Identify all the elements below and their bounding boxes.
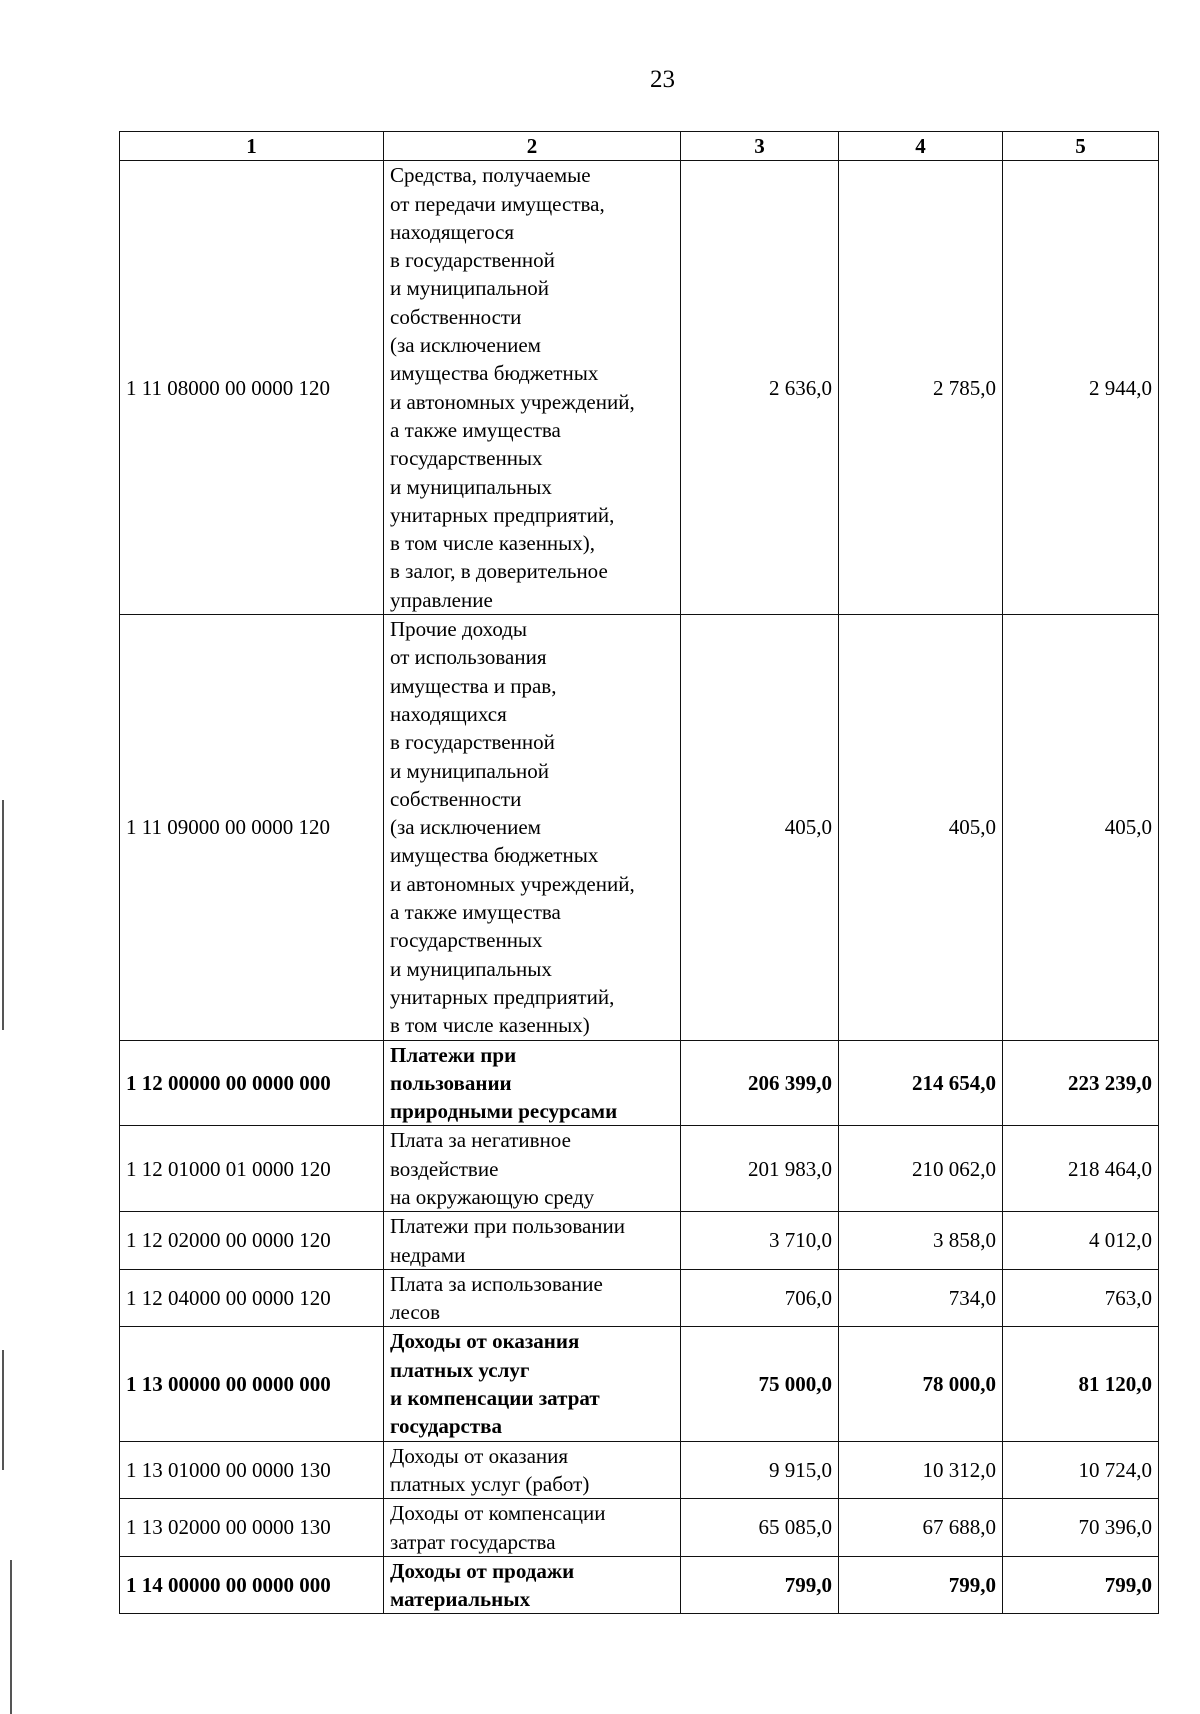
value-col-3: 75 000,0 bbox=[681, 1327, 839, 1441]
revenue-name: Доходы от оказания платных услуг (работ) bbox=[384, 1441, 681, 1499]
scan-edge-line bbox=[10, 1560, 12, 1714]
budget-code: 1 12 02000 00 0000 120 bbox=[120, 1212, 384, 1270]
budget-code: 1 12 01000 01 0000 120 bbox=[120, 1126, 384, 1212]
value-col-4: 3 858,0 bbox=[839, 1212, 1003, 1270]
column-header: 5 bbox=[1003, 132, 1159, 161]
column-header: 3 bbox=[681, 132, 839, 161]
budget-code: 1 11 09000 00 0000 120 bbox=[120, 615, 384, 1040]
budget-code: 1 13 02000 00 0000 130 bbox=[120, 1499, 384, 1557]
value-col-4: 799,0 bbox=[839, 1556, 1003, 1614]
table-row bbox=[120, 1040, 1159, 1126]
value-col-4: 210 062,0 bbox=[839, 1126, 1003, 1212]
table-row bbox=[120, 1556, 1159, 1614]
revenue-name: Прочие доходы от использования имущества и прав, находящихся в государственной и муниципальной собственности (за исключением имущества бюджетных и автономных учреждений, а также имущества государственных и муниципальных унитарных предприятий, в том числе казенных) bbox=[384, 615, 681, 1040]
budget-code: 1 14 00000 00 0000 000 bbox=[120, 1556, 384, 1614]
value-col-4: 2 785,0 bbox=[839, 161, 1003, 615]
value-col-5: 218 464,0 bbox=[1003, 1126, 1159, 1212]
table-row bbox=[120, 1269, 1159, 1327]
table-row bbox=[120, 161, 1159, 615]
value-col-5: 4 012,0 bbox=[1003, 1212, 1159, 1270]
table-row bbox=[120, 615, 1159, 1040]
table-row bbox=[120, 1212, 1159, 1270]
budget-code: 1 13 00000 00 0000 000 bbox=[120, 1327, 384, 1441]
value-col-3: 706,0 bbox=[681, 1269, 839, 1327]
budget-code: 1 11 08000 00 0000 120 bbox=[120, 161, 384, 615]
value-col-4: 214 654,0 bbox=[839, 1040, 1003, 1126]
value-col-5: 2 944,0 bbox=[1003, 161, 1159, 615]
budget-code: 1 13 01000 00 0000 130 bbox=[120, 1441, 384, 1499]
value-col-4: 67 688,0 bbox=[839, 1499, 1003, 1557]
value-col-5: 70 396,0 bbox=[1003, 1499, 1159, 1557]
value-col-3: 206 399,0 bbox=[681, 1040, 839, 1126]
value-col-3: 405,0 bbox=[681, 615, 839, 1040]
budget-code: 1 12 04000 00 0000 120 bbox=[120, 1269, 384, 1327]
revenue-name: Доходы от продажи материальных bbox=[384, 1556, 681, 1614]
column-header: 4 bbox=[839, 132, 1003, 161]
value-col-5: 10 724,0 bbox=[1003, 1441, 1159, 1499]
revenue-name: Платежи при пользовании недрами bbox=[384, 1212, 681, 1270]
value-col-5: 405,0 bbox=[1003, 615, 1159, 1040]
value-col-4: 78 000,0 bbox=[839, 1327, 1003, 1441]
value-col-3: 2 636,0 bbox=[681, 161, 839, 615]
table-row bbox=[120, 1441, 1159, 1499]
value-col-3: 9 915,0 bbox=[681, 1441, 839, 1499]
value-col-4: 10 312,0 bbox=[839, 1441, 1003, 1499]
value-col-3: 799,0 bbox=[681, 1556, 839, 1614]
table-row bbox=[120, 1499, 1159, 1557]
table-header-row bbox=[120, 132, 1159, 161]
revenue-name: Средства, получаемые от передачи имущества, находящегося в государственной и муниципальной собственности (за исключением имущества бюджетных и автономных учреждений, а также имущества государственных и муниципальных унитарных предприятий, в том числе казенных), в залог, в доверительное управление bbox=[384, 161, 681, 615]
scan-edge-line bbox=[2, 1350, 4, 1470]
value-col-4: 734,0 bbox=[839, 1269, 1003, 1327]
budget-code: 1 12 00000 00 0000 000 bbox=[120, 1040, 384, 1126]
table-row bbox=[120, 1126, 1159, 1212]
revenue-name: Плата за негативное воздействие на окружающую среду bbox=[384, 1126, 681, 1212]
value-col-5: 223 239,0 bbox=[1003, 1040, 1159, 1126]
value-col-5: 763,0 bbox=[1003, 1269, 1159, 1327]
revenue-name: Плата за использование лесов bbox=[384, 1269, 681, 1327]
revenue-name: Доходы от оказания платных услуг и компенсации затрат государства bbox=[384, 1327, 681, 1441]
revenue-table bbox=[119, 131, 1159, 1614]
scan-edge-line bbox=[2, 800, 4, 1030]
value-col-3: 3 710,0 bbox=[681, 1212, 839, 1270]
table-row bbox=[120, 1327, 1159, 1441]
revenue-name: Доходы от компенсации затрат государства bbox=[384, 1499, 681, 1557]
value-col-5: 81 120,0 bbox=[1003, 1327, 1159, 1441]
value-col-5: 799,0 bbox=[1003, 1556, 1159, 1614]
page-number: 23 bbox=[650, 66, 675, 93]
column-header: 2 bbox=[384, 132, 681, 161]
value-col-4: 405,0 bbox=[839, 615, 1003, 1040]
value-col-3: 201 983,0 bbox=[681, 1126, 839, 1212]
value-col-3: 65 085,0 bbox=[681, 1499, 839, 1557]
revenue-name: Платежи при пользовании природными ресурсами bbox=[384, 1040, 681, 1126]
column-header: 1 bbox=[120, 132, 384, 161]
